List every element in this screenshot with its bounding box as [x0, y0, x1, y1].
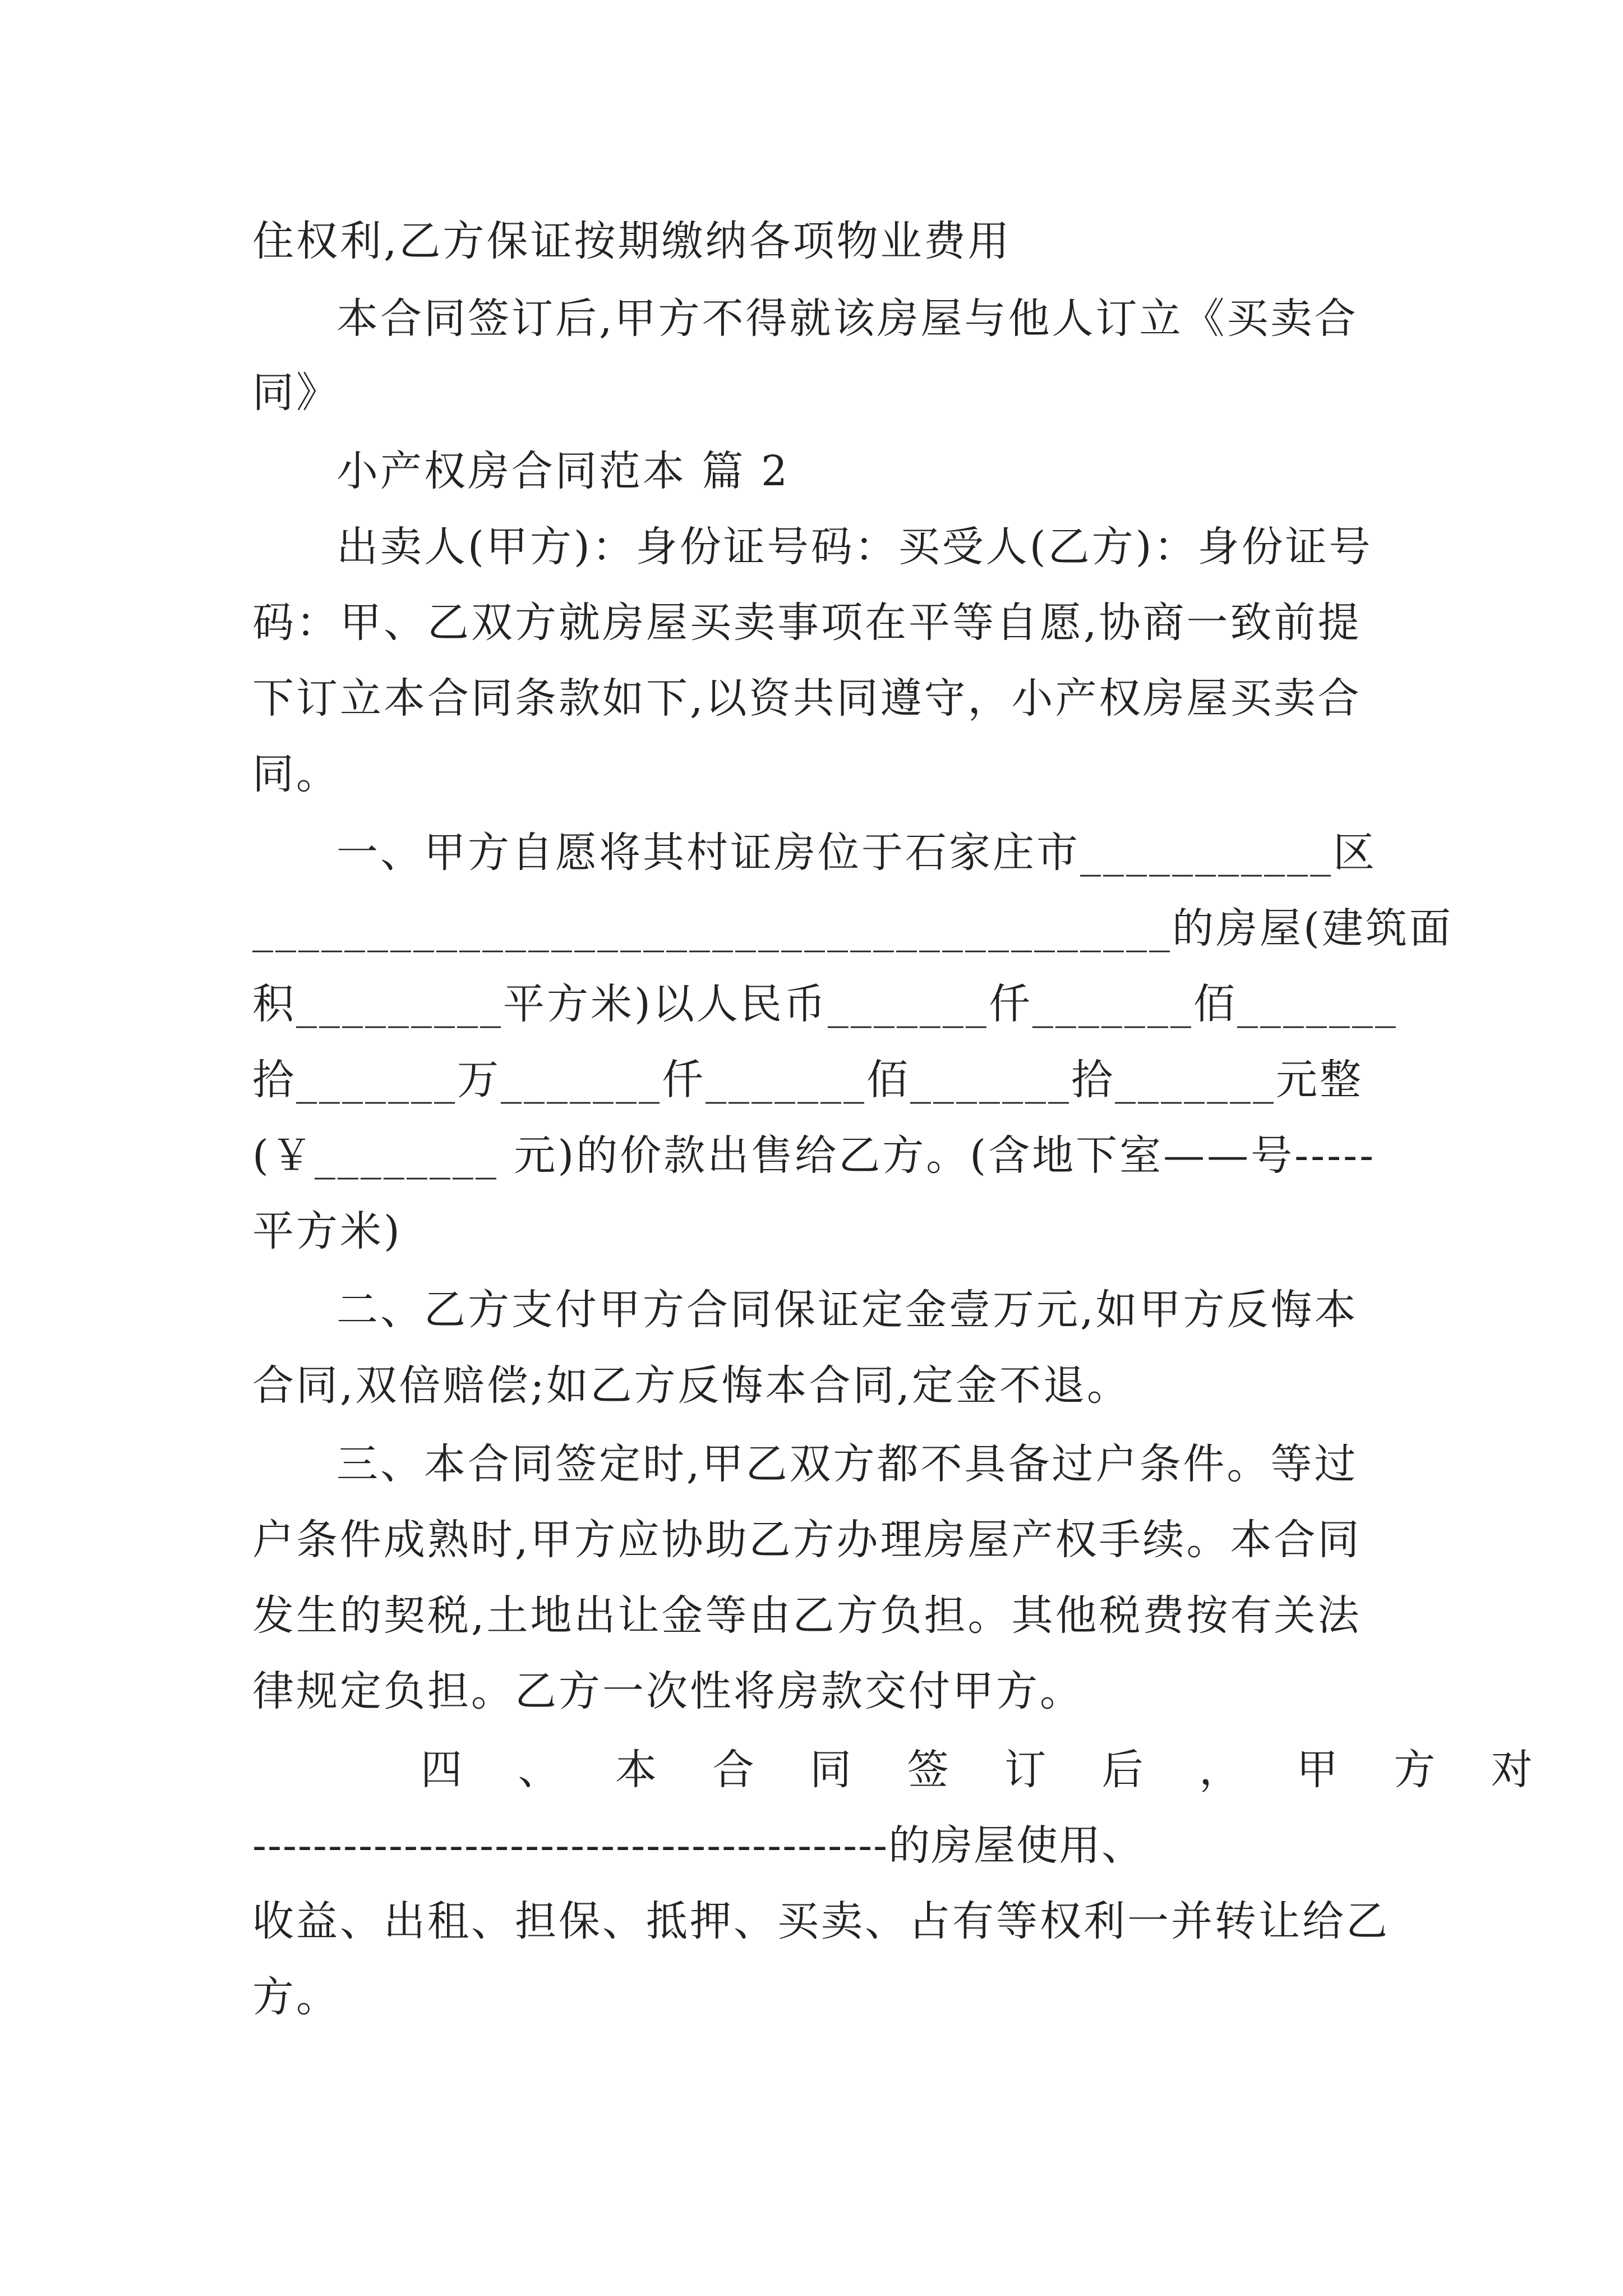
- text-line: 下订立本合同条款如下,以资共同遵守，小产权房屋买卖合: [252, 674, 1362, 723]
- text-line: 拾_______万_______仟_______佰_______拾_______元整: [252, 1056, 1363, 1104]
- text-line: 码：甲、乙双方就房屋买卖事项在平等自愿,协商一致前提: [252, 599, 1362, 647]
- text-line: ------------------------------------------的房屋使用、: [252, 1821, 1145, 1870]
- text-line: 发生的契税,土地出让金等由乙方负担。其他税费按有关法: [252, 1591, 1362, 1640]
- text-line: ________________________________________的房屋(建筑面: [252, 904, 1453, 953]
- text-line: 同。: [252, 750, 340, 798]
- clause-one: 一、甲方自愿将其村证房位于石家庄市___________区: [336, 829, 1377, 877]
- text-line: 同》: [252, 369, 340, 417]
- text-line: 律规定负担。乙方一次性将房款交付甲方。: [252, 1667, 1083, 1715]
- text-line: 合同,双倍赔偿;如乙方反悔本合同,定金不退。: [252, 1361, 1131, 1410]
- section-heading: 小产权房合同范本 篇 2: [336, 447, 790, 495]
- text-line: 积_________平方米)以人民币_______仟_______佰_______: [252, 980, 1398, 1028]
- text-line: (￥________ 元)的价款出售给乙方。(含地下室——号-----: [252, 1131, 1376, 1180]
- text-line: 收益、出租、担保、抵押、买卖、占有等权利一并转让给乙: [252, 1897, 1390, 1945]
- clause-two: 二、乙方支付甲方合同保证定金壹万元,如甲方反悔本: [336, 1286, 1358, 1334]
- text-line: 方。: [252, 1973, 340, 2021]
- text-line: 户条件成熟时,甲方应协助乙方办理房屋产权手续。本合同: [252, 1516, 1362, 1564]
- clause-four: 四 、 本 合 同 签 订 后 ， 甲 方 对: [421, 1746, 1554, 1794]
- text-line: 住权利,乙方保证按期缴纳各项物业费用: [252, 217, 1012, 265]
- text-line: 本合同签订后,甲方不得就该房屋与他人订立《买卖合: [336, 295, 1358, 343]
- text-line: 出卖人(甲方)：身份证号码：买受人(乙方)：身份证号: [336, 523, 1373, 571]
- clause-three: 三、本合同签定时,甲乙双方都不具备过户条件。等过: [336, 1440, 1358, 1488]
- text-line: 平方米): [252, 1207, 402, 1255]
